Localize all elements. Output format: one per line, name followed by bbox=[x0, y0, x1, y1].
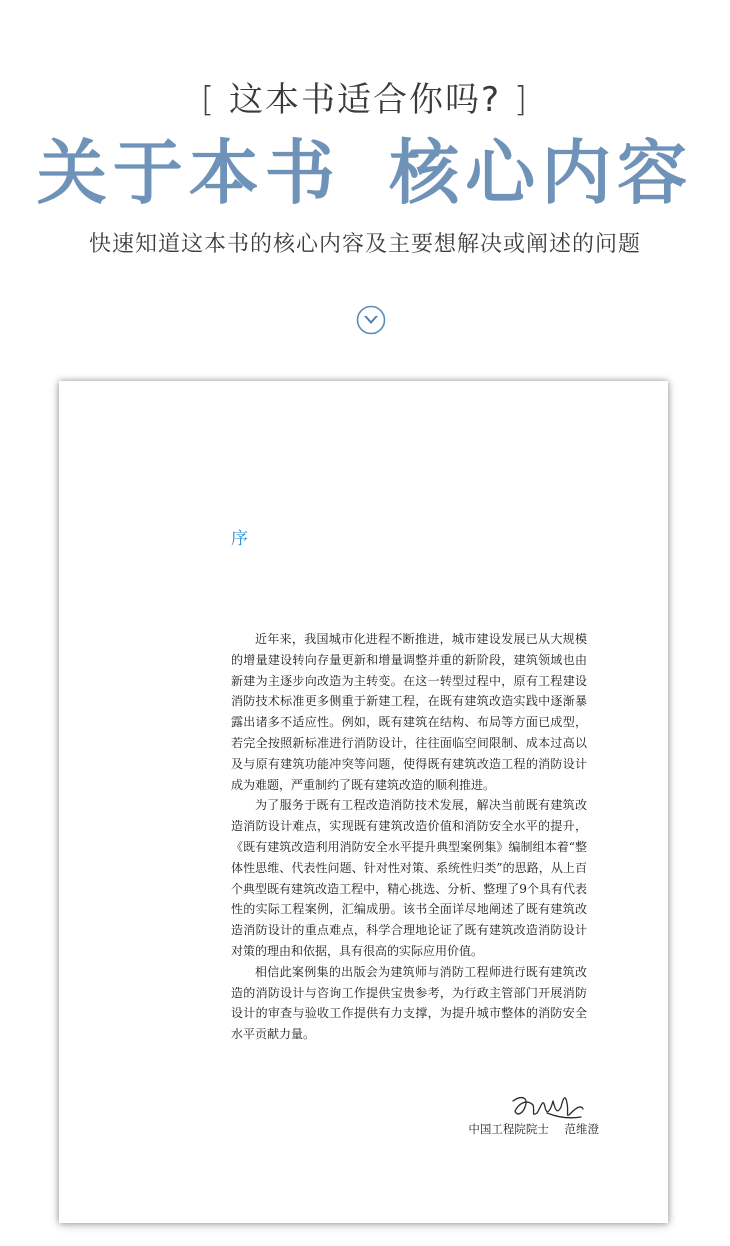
book-page bbox=[59, 381, 668, 1223]
preface-paragraph: 相信此案例集的出版会为建筑师与消防工程师进行既有建筑改造的消防设计与咨询工作提供宝贵参考，为行政主管部门开展消防设计的审查与验收工作提供有力支撑，为提升城市整体的消防安全水平贡献力量。 bbox=[231, 964, 587, 1042]
chevron-down-circle-icon[interactable] bbox=[356, 305, 386, 335]
bracket-open: [ bbox=[200, 80, 217, 120]
attribution-title: 中国工程院院士 bbox=[468, 1122, 549, 1136]
preface-paragraph: 近年来，我国城市化进程不断推进，城市建设发展已从大规模的增量建设转向存量更新和增量调整并重的新阶段，建筑领域也由新建为主逐步向改造为主转变。在这一转型过程中，原有工程建设消防技术标准更多侧重于新建工程，在既有建筑改造实践中逐渐暴露出诸多不适应性。例如，既有建筑在结构、布局等方面已成型，若完全按照新标准进行消防设计，往往面临空间限制、成本过高以及与原有建筑功能冲突等问题，使得既有建筑改造工程的消防设计成为难题，严重制约了既有建筑改造的顺利推进。 bbox=[231, 632, 587, 792]
preface-heading: 序 bbox=[231, 529, 248, 549]
preface-paragraph: 为了服务于既有工程改造消防技术发展，解决当前既有建筑改造消防设计难点，实现既有建筑改造价值和消防安全水平的提升，《既有建筑改造利用消防安全水平提升典型案例集》编制组本着“整体性思维、代表性问题、针对性对策、系统性归类”的思路，从上百个典型既有建筑改造工程中，精心挑选、分析、整理了9个具有代表性的实际工程案例，汇编成册。该书全面详尽地阐述了既有建筑改造消防设计的重点难点，科学合理地论证了既有建筑改造消防设计对策的理由和依据，具有很高的实际应用价值。 bbox=[231, 798, 587, 958]
page-subtitle: 快速知道这本书的核心内容及主要想解决或阐述的问题 bbox=[88, 232, 641, 257]
signature-image bbox=[507, 1083, 587, 1125]
question-line bbox=[0, 72, 730, 121]
preface-body bbox=[231, 629, 587, 1045]
question-text: 这本书适合你吗? bbox=[228, 80, 502, 120]
page-title: 关于本书 核心内容 bbox=[36, 131, 694, 214]
attribution bbox=[359, 1121, 599, 1137]
attribution-name: 范维澄 bbox=[564, 1122, 599, 1136]
header bbox=[0, 0, 730, 370]
bracket-close: ] bbox=[513, 80, 530, 120]
